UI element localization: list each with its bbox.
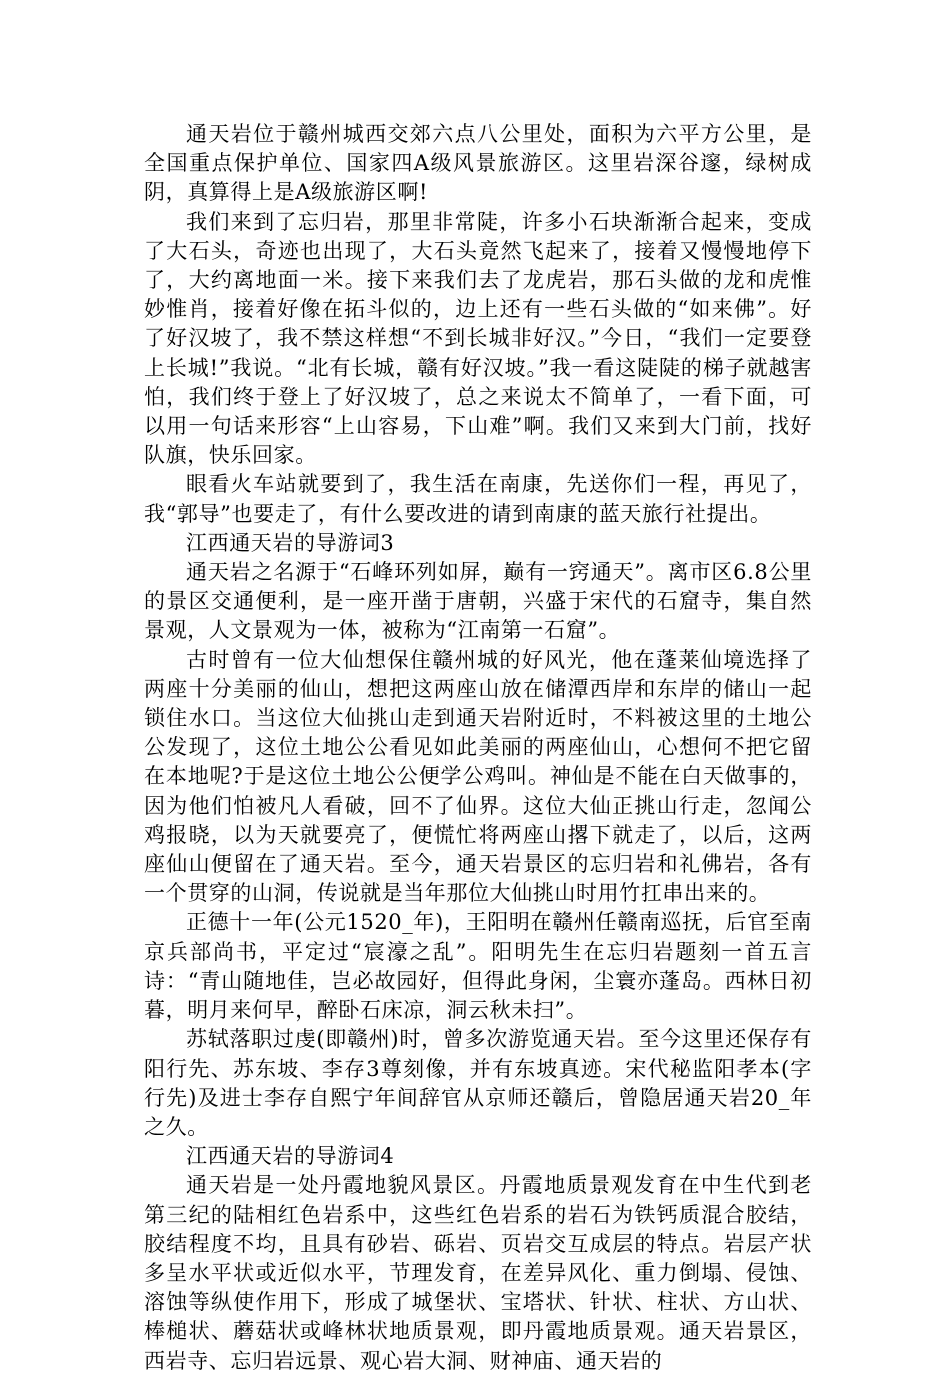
paragraph-name-origin: 通天岩之名源于“石峰环列如屏，巅有一窍通天”。离市区6.8公里的景区交通便利，是一座开凿于唐朝，兴盛于宋代的石窟寺，集自然景观，人文景观为一体，被称为“江南第一石窟”。 <box>144 560 812 643</box>
paragraph-intro: 通天岩位于赣州城西交郊六点八公里处，面积为六平方公里，是全国重点保护单位、国家四A级风景旅游区。这里岩深谷邃，绿树成阴，真算得上是A级旅游区啊! <box>144 122 812 205</box>
section-heading-3: 江西通天岩的导游词3 <box>186 530 395 555</box>
section-heading-4: 江西通天岩的导游词4 <box>186 1144 395 1169</box>
paragraph-wanggui-rock: 我们来到了忘归岩，那里非常陡，许多小石块渐渐合起来，变成了大石头，奇迹也出现了，大石头竟然飞起来了，接着又慢慢地停下了，大约离地面一米。接下来我们去了龙虎岩，那石头做的龙和虎惟妙惟肖，接着好像在拓斗似的，边上还有一些石头做的“如来佛”。好了好汉坡了，我不禁这样想“不到长城非好汉。”今日，“我们一定要登上长城!”我说。“北有长城，赣有好汉坡。”我一看这陡陡的梯子就越害怕，我们终于登上了好汉坡了，总之来说太不简单了，一看下面，可以用一句话来形容“上山容易，下山难”啊。我们又来到大门前，找好队旗，快乐回家。 <box>144 209 812 468</box>
paragraph-danxia: 通天岩是一处丹霞地貌风景区。丹霞地质景观发育在中生代到老第三纪的陆相红色岩系中，这些红色岩系的岩石为铁钙质混合胶结，胶结程度不均，且具有砂岩、砾岩、页岩交互成层的特点。岩层产状多呈水平状或近似水平，节理发育，在差异风化、重力倒塌、侵蚀、溶蚀等纵使作用下，形成了城堡状、宝塔状、针状、柱状、方山状、棒槌状、蘑菇状或峰林状地质景观，即丹霞地质景观。通天岩景区，西岩寺、忘归岩远景、观心岩大洞、财神庙、通天岩的 <box>144 1173 812 1373</box>
document-page <box>144 120 812 1376</box>
paragraph-farewell: 眼看火车站就要到了，我生活在南康，先送你们一程，再见了，我“郭导”也要走了，有什么要改进的请到南康的蓝天旅行社提出。 <box>144 472 812 526</box>
paragraph-su-shi: 苏轼落职过虔(即赣州)时，曾多次游览通天岩。至今这里还保存有阳行先、苏东坡、李存3尊刻像，并有东坡真迹。宋代秘监阳孝本(字行先)及进士李存自熙宁年间辞官从京师还赣后，曾隐居通天岩20_年之久。 <box>144 1027 812 1139</box>
paragraph-legend: 古时曾有一位大仙想保住赣州城的好风光，他在蓬莱仙境选择了两座十分美丽的仙山，想把这两座山放在储潭西岸和东岸的储山一起锁住水口。当这位大仙挑山走到通天岩附近时，不料被这里的土地公公发现了，这位土地公公看见如此美丽的两座仙山，心想何不把它留在本地呢?于是这位土地公公便学公鸡叫。神仙是不能在白天做事的，因为他们怕被凡人看破，回不了仙界。这位大仙正挑山行走，忽闻公鸡报晓，以为天就要亮了，便慌忙将两座山撂下就走了，以后，这两座仙山便留在了通天岩。至今，通天岩景区的忘归岩和礼佛岩，各有一个贯穿的山洞，传说就是当年那位大仙挑山时用竹扛串出来的。 <box>144 647 812 906</box>
paragraph-wang-yangming: 正德十一年(公元1520_年)，王阳明在赣州任赣南巡抚，后官至南京兵部尚书，平定过“宸濠之乱”。阳明先生在忘归岩题刻一首五言诗：“青山随地佳，岂必故园好，但得此身闲，尘寰亦蓬岛。西林日初暮，明月来何早，醉卧石床凉，洞云秋未扫”。 <box>144 910 812 1023</box>
